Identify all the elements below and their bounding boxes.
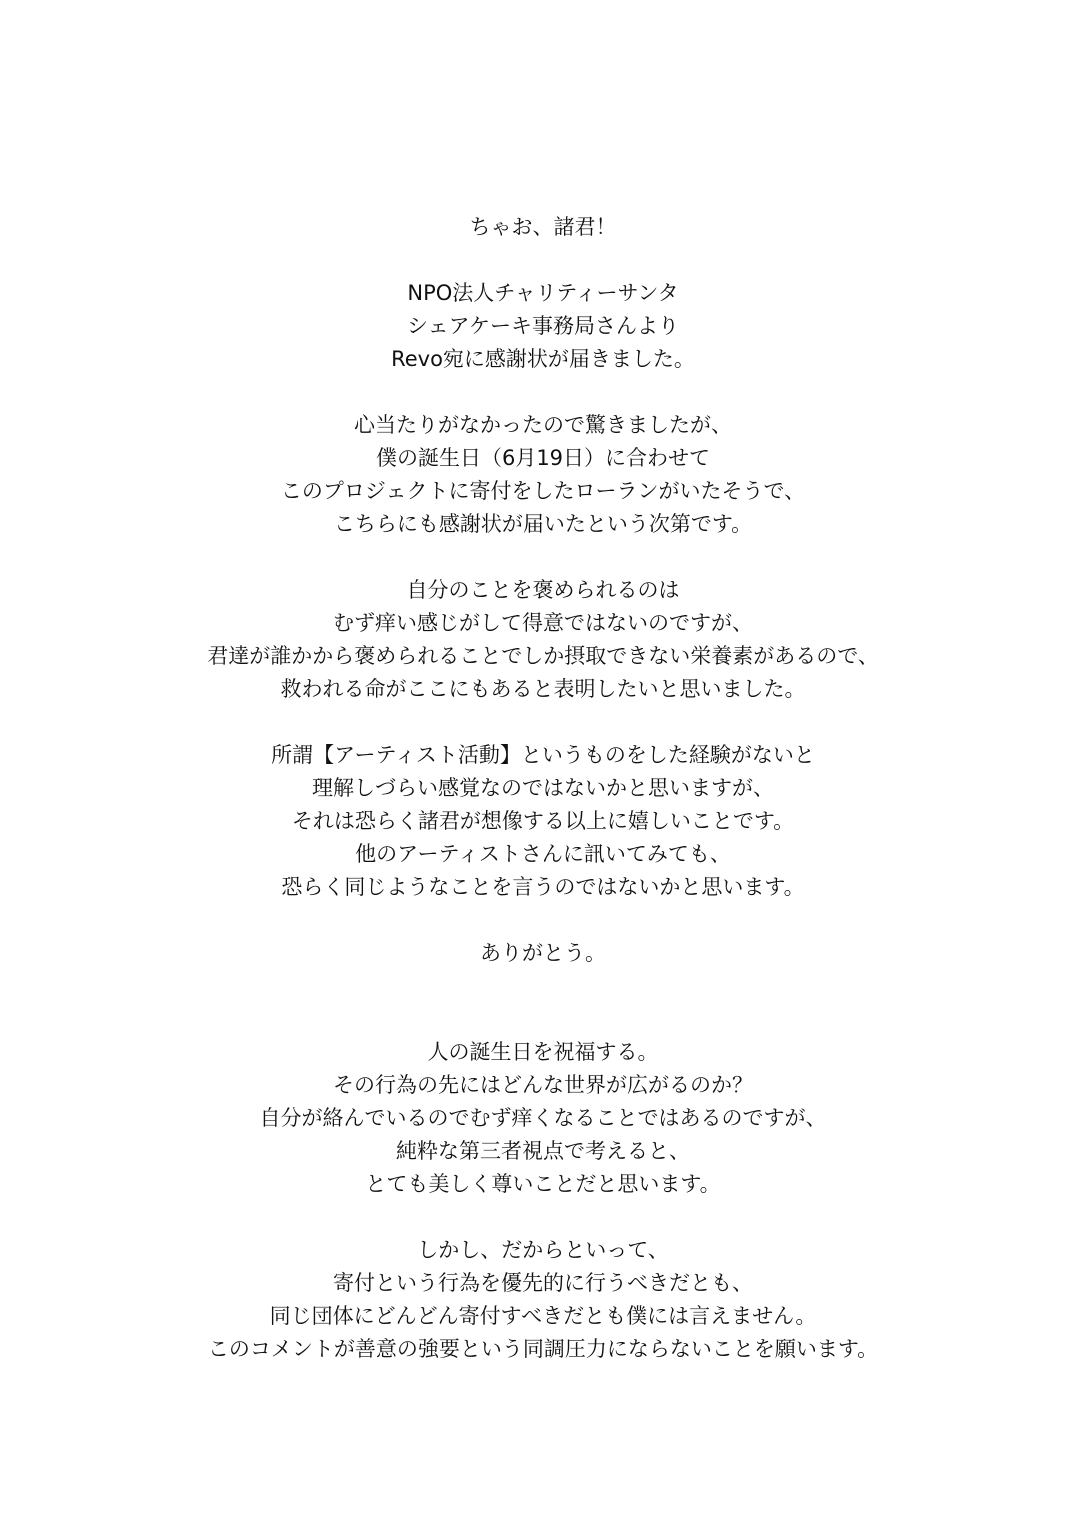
letter-body <box>0 211 1086 1366</box>
text-line: 僕の誕生日（6月19日）に合わせて <box>375 446 711 470</box>
paragraph-gap <box>0 1003 1086 1036</box>
text-line: 心当たりがなかったので驚きましたが、 <box>354 413 732 437</box>
paragraph-gap <box>0 376 1086 409</box>
text-line: 君達が誰かから褒められることでしか摂取できない栄養素があるので、 <box>207 644 879 668</box>
text-line: それは恐らく諸君が想像する以上に嬉しいことです。 <box>291 809 795 833</box>
text-line: 人の誕生日を祝福する。 <box>427 1040 659 1064</box>
text-line: 他のアーティストさんに訊いてみても、 <box>355 842 731 866</box>
text-line: 純粋な第三者視点で考えると、 <box>396 1139 690 1163</box>
paragraph-gap <box>0 970 1086 1003</box>
text-line: 理解しづらい感覚なのではないかと思いますが、 <box>312 776 774 800</box>
text-line: このプロジェクトに寄付をしたローランがいたそうで、 <box>280 479 806 503</box>
text-line: とても美しく尊いことだと思います。 <box>365 1172 721 1196</box>
text-line: NPO法人チャリティーサンタ <box>407 281 679 305</box>
text-line: 寄付という行為を優先的に行うべきだとも、 <box>333 1271 753 1295</box>
text-line: 同じ団体にどんどん寄付すべきだとも僕には言えません。 <box>269 1304 817 1328</box>
paragraph-gap <box>0 706 1086 739</box>
paragraph-gap <box>0 904 1086 937</box>
text-line: 所謂【アーティスト活動】というものをした経験がないと <box>271 743 815 767</box>
paragraph-gap <box>0 1201 1086 1234</box>
text-line: むず痒い感じがして得意ではないのですが、 <box>333 611 753 635</box>
text-line: シェアケーキ事務局さんより <box>407 314 679 338</box>
paragraph-gap <box>0 541 1086 574</box>
text-line: 救われる命がここにもあると表明したいと思いました。 <box>280 677 806 701</box>
text-line: ちゃお、諸君！ <box>469 215 617 239</box>
text-line: ありがとう。 <box>480 941 606 965</box>
text-line: こちらにも感謝状が届いたという次第です。 <box>333 512 753 536</box>
text-line: しかし、だからといって、 <box>417 1238 669 1262</box>
text-line: このコメントが善意の強要という同調圧力にならないことを願います。 <box>207 1337 879 1361</box>
text-line: その行為の先にはどんな世界が広がるのか？ <box>333 1073 753 1097</box>
text-line: 自分のことを褒められるのは <box>406 578 680 602</box>
text-line: Revo宛に感謝状が届きました。 <box>391 347 695 371</box>
paragraph-gap <box>0 244 1086 277</box>
text-line: 自分が絡んでいるのでむず痒くなることではあるのですが、 <box>259 1106 827 1130</box>
text-line: 恐らく同じようなことを言うのではないかと思います。 <box>281 875 805 899</box>
